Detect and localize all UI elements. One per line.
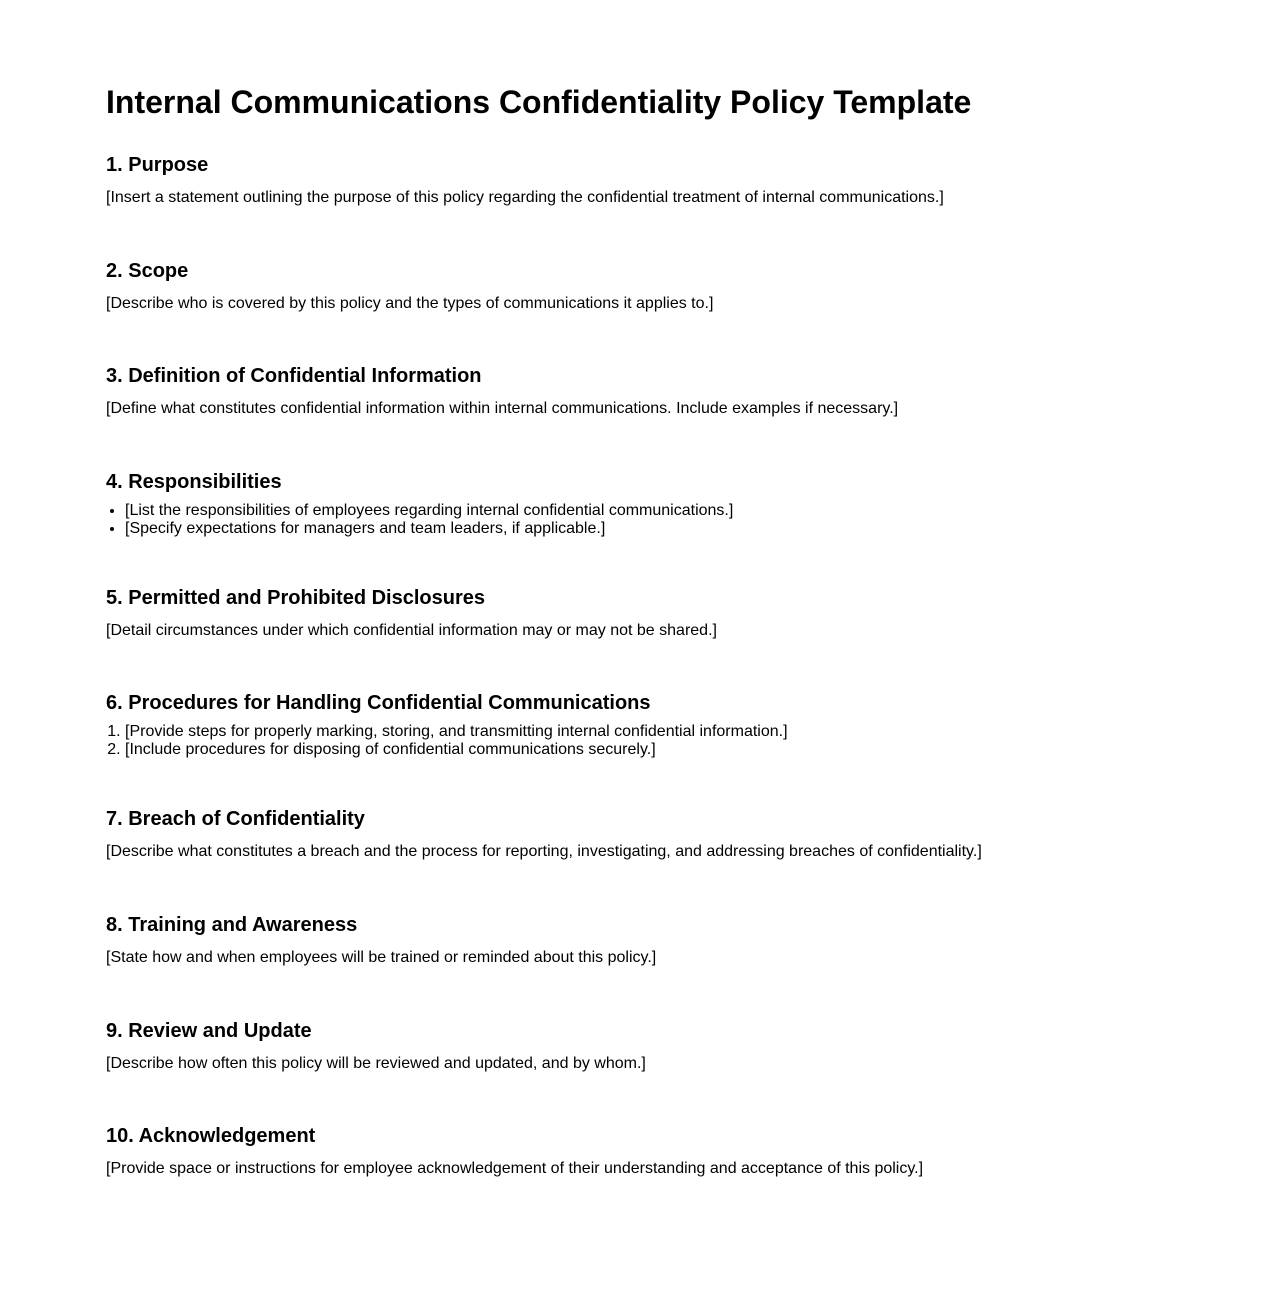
section-training [106, 913, 1206, 966]
numbered-list [106, 723, 788, 759]
section-heading: 8. Training and Awareness [106, 914, 358, 936]
section-body: [Describe how often this policy will be reviewed and updated, and by whom.] [106, 1055, 646, 1072]
section-review [106, 1019, 1206, 1072]
section-heading: 3. Definition of Confidential Information [106, 365, 482, 387]
section-acknowledgement [106, 1124, 1206, 1177]
section-breach [106, 807, 1206, 860]
section-body: [Provide space or instructions for employee acknowledgement of their understanding and acceptance of this policy.] [106, 1160, 924, 1177]
section-heading: 4. Responsibilities [106, 471, 282, 493]
section-body: [Describe who is covered by this policy and the types of communications it applies to.] [106, 295, 714, 312]
section-heading: 7. Breach of Confidentiality [106, 808, 365, 830]
list-item: • [List the responsibilities of employees regarding internal confidential communications.] [125, 502, 733, 520]
section-body: [Describe what constitutes a breach and the process for reporting, investigating, and addressing breaches of confidentiality.] [106, 843, 982, 860]
section-responsibilities [106, 470, 1206, 537]
section-body: [Insert a statement outlining the purpose of this policy regarding the confidential treatment of internal communications.] [106, 189, 944, 206]
section-procedures [106, 691, 1206, 758]
section-heading: 1. Purpose [106, 154, 209, 176]
section-definition [106, 364, 1206, 417]
section-body: [Define what constitutes confidential information within internal communications. Include examples if necessary.] [106, 400, 899, 417]
section-body: [Detail circumstances under which confidential information may or may not be shared.] [106, 622, 717, 639]
section-heading: 10. Acknowledgement [106, 1125, 316, 1147]
section-purpose [106, 153, 1206, 206]
page-title: Internal Communications Confidentiality Policy Template [106, 84, 972, 120]
list-item: • [Specify expectations for managers and team leaders, if applicable.] [125, 520, 733, 538]
section-heading: 6. Procedures for Handling Confidential Communications [106, 692, 651, 714]
section-scope [106, 259, 1206, 312]
list-item: 1. [Provide steps for properly marking, storing, and transmitting internal confidential information.] [125, 723, 788, 741]
section-heading: 2. Scope [106, 260, 189, 282]
list-item: 2. [Include procedures for disposing of confidential communications securely.] [125, 741, 788, 759]
section-heading: 5. Permitted and Prohibited Disclosures [106, 587, 485, 609]
bulleted-list [106, 502, 733, 538]
section-disclosures [106, 586, 1206, 639]
section-heading: 9. Review and Update [106, 1020, 312, 1042]
section-body: [State how and when employees will be trained or reminded about this policy.] [106, 949, 657, 966]
